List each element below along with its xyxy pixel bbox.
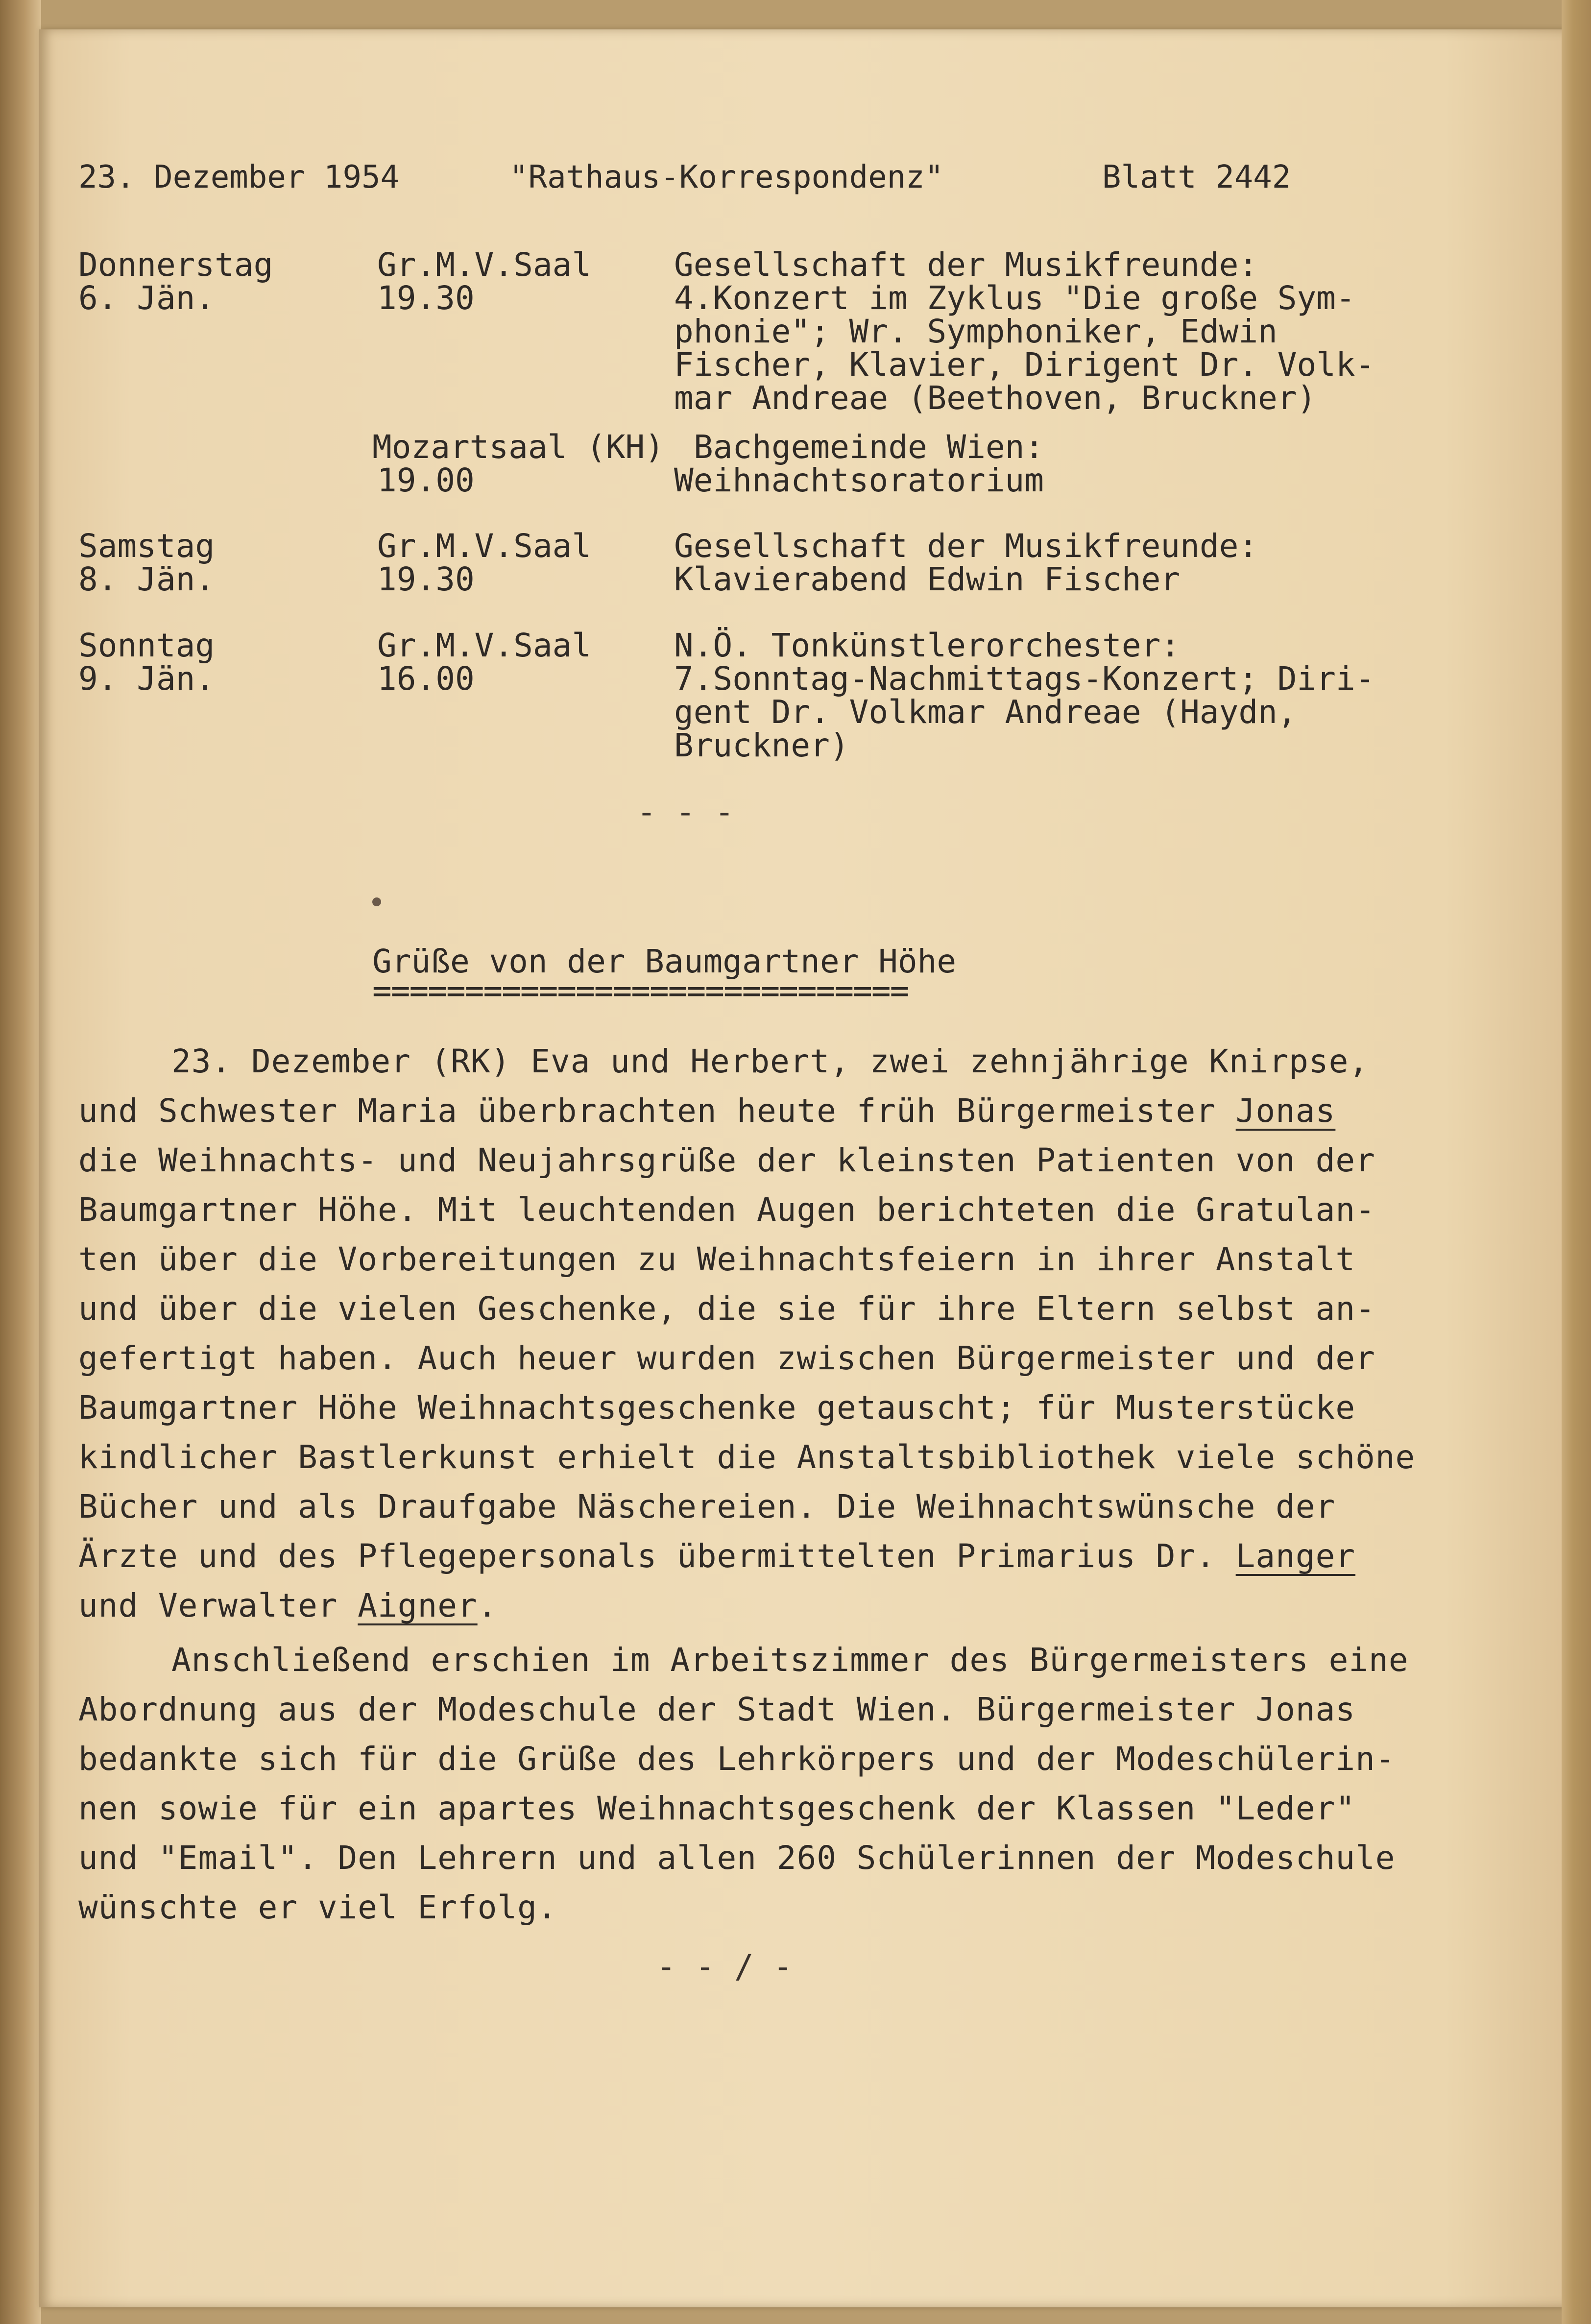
schedule-time: 19.30: [377, 279, 475, 317]
schedule-venue: Gr.M.V.Saal: [377, 627, 592, 664]
paragraph-line: Baumgartner Höhe. Mit leuchtenden Augen berichteten die Gratulan-: [78, 1191, 1375, 1229]
paragraph-line: gefertigt haben. Auch heuer wurden zwischen Bürgermeister und der: [78, 1339, 1375, 1377]
schedule-day: Samstag: [78, 527, 215, 565]
schedule-date: 9. Jän.: [78, 660, 215, 698]
schedule-line: Klavierabend Edwin Fischer: [674, 560, 1181, 598]
schedule-time: 16.00: [377, 660, 475, 698]
schedule-line: phonie"; Wr. Symphoniker, Edwin: [674, 313, 1278, 350]
schedule-day: Donnerstag: [78, 246, 273, 284]
schedule-time: 19.30: [377, 560, 475, 598]
schedule-line: Bruckner): [674, 726, 849, 764]
paragraph-line: die Weihnachts- und Neujahrsgrüße der kleinsten Patienten von der: [78, 1141, 1375, 1179]
schedule-line: gent Dr. Volkmar Andreae (Haydn,: [674, 693, 1297, 731]
paragraph-line: Anschließend erschien im Arbeitszimmer des Bürgermeisters eine: [171, 1641, 1409, 1679]
paragraph-line: und "Email". Den Lehrern und allen 260 Schülerinnen der Modeschule: [78, 1839, 1396, 1877]
schedule-venue: Gr.M.V.Saal: [377, 527, 592, 565]
ink-dot: [372, 897, 381, 906]
paragraph-line: und Schwester Maria überbrachten heute früh Bürgermeister Jonas: [78, 1092, 1336, 1130]
paragraph-line: kindlicher Bastlerkunst erhielt die Anstaltsbibliothek viele schöne: [78, 1438, 1416, 1476]
schedule-line: 4.Konzert im Zyklus "Die große Sym-: [674, 279, 1355, 317]
schedule-time: 19.00: [377, 461, 475, 499]
paragraph-line: und Verwalter Aigner.: [78, 1587, 498, 1624]
schedule-line: Gesellschaft der Musikfreunde:: [674, 527, 1258, 565]
paragraph-line: 23. Dezember (RK) Eva und Herbert, zwei zehnjährige Knirpse,: [171, 1042, 1369, 1080]
paragraph-line: Abordnung aus der Modeschule der Stadt Wien. Bürgermeister Jonas: [78, 1691, 1356, 1728]
paragraph-line: bedankte sich für die Grüße des Lehrkörpers und der Modeschülerin-: [78, 1740, 1396, 1778]
schedule-date: 8. Jän.: [78, 560, 215, 598]
schedule-date: 6. Jän.: [78, 279, 215, 317]
schedule-line: Weihnachtsoratorium: [674, 461, 1044, 499]
schedule-venue: Gr.M.V.Saal: [377, 246, 592, 284]
end-separator: - - / -: [656, 1948, 793, 1985]
schedule-line: mar Andreae (Beethoven, Bruckner): [674, 379, 1317, 417]
schedule-line: 7.Sonntag-Nachmittags-Konzert; Diri-: [674, 660, 1375, 698]
paragraph-line: und über die vielen Geschenke, die sie für ihre Eltern selbst an-: [78, 1290, 1375, 1328]
section-separator: - - -: [637, 793, 734, 831]
paragraph-line: Ärzte und des Pflegepersonals übermittelten Primarius Dr. Langer: [78, 1537, 1356, 1575]
paragraph-line: Bücher und als Draufgabe Näschereien. Die Weihnachtswünsche der: [78, 1488, 1336, 1525]
schedule-day: Sonntag: [78, 627, 215, 664]
schedule-line: Fischer, Klavier, Dirigent Dr. Volk-: [674, 346, 1375, 384]
header-sheet: Blatt 2442: [1102, 159, 1291, 195]
article-title-rule: =============================: [372, 972, 909, 1010]
paragraph-line: nen sowie für ein apartes Weihnachtsgeschenk der Klassen "Leder": [78, 1790, 1356, 1827]
schedule-line: Bachgemeinde Wien:: [694, 428, 1044, 466]
header-publication: "Rathaus-Korrespondenz": [509, 159, 944, 195]
schedule-venue: Mozartsaal (KH): [372, 428, 665, 466]
schedule-line: Gesellschaft der Musikfreunde:: [674, 246, 1258, 284]
header-date: 23. Dezember 1954: [78, 159, 400, 195]
schedule-line: N.Ö. Tonkünstlerorchester:: [674, 627, 1181, 664]
paragraph-line: Baumgartner Höhe Weihnachtsgeschenke getauscht; für Musterstücke: [78, 1389, 1356, 1427]
page-edge: [1562, 0, 1591, 2324]
book-gutter: [0, 0, 41, 2324]
paragraph-line: ten über die Vorbereitungen zu Weihnachtsfeiern in ihrer Anstalt: [78, 1240, 1356, 1278]
paragraph-line: wünschte er viel Erfolg.: [78, 1888, 557, 1926]
article-title: Grüße von der Baumgartner Höhe: [372, 943, 957, 980]
